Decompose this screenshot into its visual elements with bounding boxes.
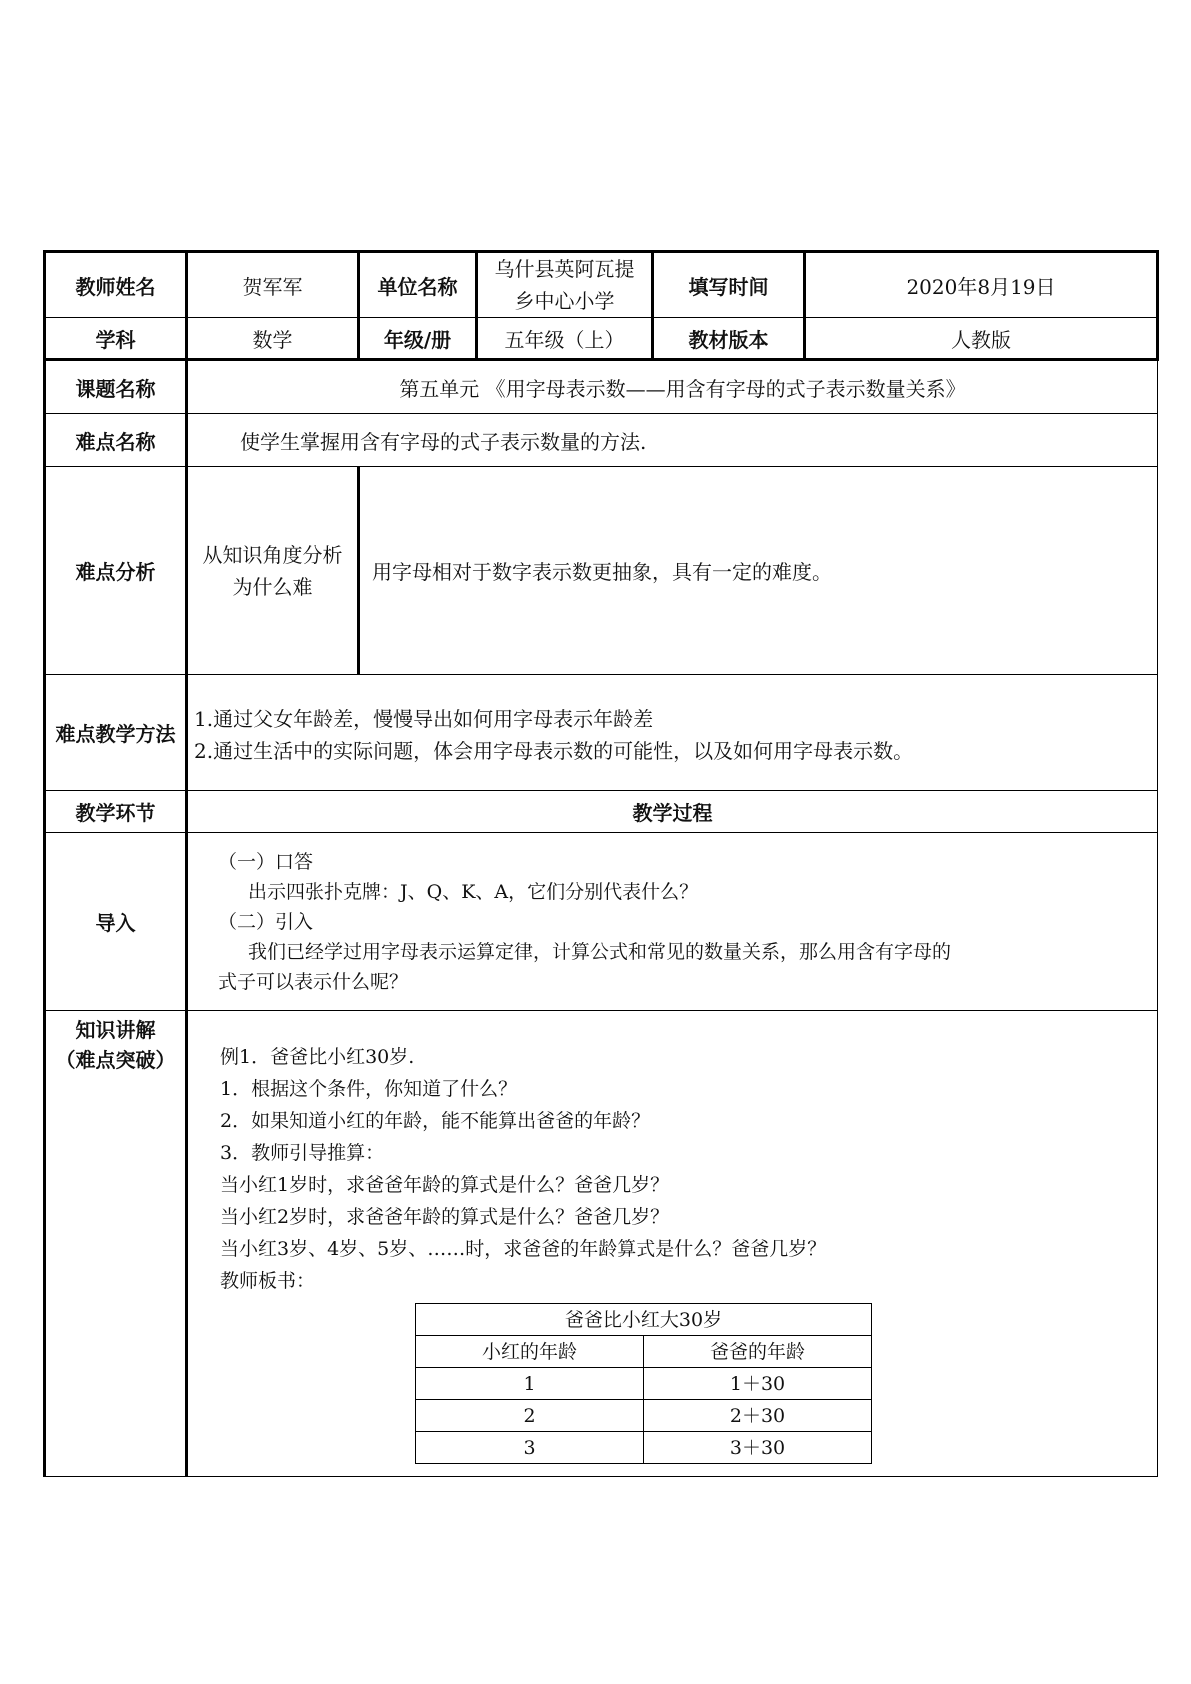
intro-line: 式子可以表示什么呢？ <box>218 971 409 993</box>
unit-name: 乌什县英阿瓦提乡中心小学 <box>477 252 653 318</box>
grade-label: 年级/册 <box>359 318 477 360</box>
board-table <box>415 1303 872 1464</box>
board-title: 爸爸比小红大30岁 <box>416 1304 872 1336</box>
fill-time-label: 填写时间 <box>653 252 805 318</box>
intro-line: （二）引入 <box>218 911 314 933</box>
intro-line: （一）口答 <box>218 851 314 873</box>
board-row <box>416 1368 872 1400</box>
board-cell: 3 <box>416 1432 644 1464</box>
subject-value: 数学 <box>187 318 359 360</box>
intro-line: 出示四张扑克牌：J、Q、K、A，它们分别代表什么？ <box>248 881 699 903</box>
knowledge-line: 1．根据这个条件，你知道了什么？ <box>220 1078 518 1100</box>
difficulty-value: 使学生掌握用含有字母的式子表示数量的方法. <box>187 414 1158 467</box>
knowledge-line: 例1．爸爸比小红30岁. <box>220 1046 415 1068</box>
method-label: 难点教学方法 <box>45 675 187 791</box>
knowledge-line: 当小红2岁时，求爸爸年龄的算式是什么？爸爸几岁？ <box>220 1206 670 1228</box>
textbook-label: 教材版本 <box>653 318 805 360</box>
knowledge-line: 2．如果知道小红的年龄，能不能算出爸爸的年龄？ <box>220 1110 651 1132</box>
method-item: 1.通过父女年龄差，慢慢导出如何用字母表示年龄差 <box>194 707 654 731</box>
board-cell: 3＋30 <box>644 1432 872 1464</box>
board-row <box>416 1432 872 1464</box>
knowledge-line: 3．教师引导推算： <box>220 1142 385 1164</box>
teacher-name: 贺军军 <box>187 252 359 318</box>
knowledge-line: 教师板书： <box>220 1270 316 1292</box>
teacher-label: 教师姓名 <box>45 252 187 318</box>
stage-header: 教学环节 <box>45 791 187 833</box>
unit-label: 单位名称 <box>359 252 477 318</box>
process-header: 教学过程 <box>187 791 1158 833</box>
board-cell: 2 <box>416 1400 644 1432</box>
knowledge-line: 当小红3岁、4岁、5岁、……时，求爸爸的年龄算式是什么？爸爸几岁？ <box>220 1238 827 1260</box>
analysis-value: 用字母相对于数字表示数更抽象，具有一定的难度。 <box>359 467 1158 675</box>
subject-label: 学科 <box>45 318 187 360</box>
analysis-sublabel: 从知识角度分析为什么难 <box>187 467 359 675</box>
difficulty-label: 难点名称 <box>45 414 187 467</box>
intro-content <box>187 833 1158 1011</box>
intro-label: 导入 <box>45 833 187 1011</box>
knowledge-label-line1: 知识讲解 <box>75 1018 156 1042</box>
knowledge-label <box>45 1011 187 1477</box>
grade-value: 五年级（上） <box>477 318 653 360</box>
topic-value: 第五单元 《用字母表示数——用含有字母的式子表示数量关系》 <box>187 360 1158 414</box>
board-col-header: 爸爸的年龄 <box>644 1336 872 1368</box>
analysis-label: 难点分析 <box>45 467 187 675</box>
intro-line: 我们已经学过用字母表示运算定律，计算公式和常见的数量关系，那么用含有字母的 <box>248 941 952 963</box>
board-cell: 2＋30 <box>644 1400 872 1432</box>
knowledge-line: 当小红1岁时，求爸爸年龄的算式是什么？爸爸几岁？ <box>220 1174 670 1196</box>
board-row <box>416 1400 872 1432</box>
board-cell: 1＋30 <box>644 1368 872 1400</box>
lesson-plan-table <box>43 250 1159 1477</box>
textbook-value: 人教版 <box>805 318 1158 360</box>
knowledge-content <box>187 1011 1158 1477</box>
knowledge-label-line2: （难点突破） <box>55 1048 176 1072</box>
method-item: 2.通过生活中的实际问题，体会用字母表示数的可能性，以及如何用字母表示数。 <box>194 739 914 763</box>
topic-label: 课题名称 <box>45 360 187 414</box>
fill-time: 2020年8月19日 <box>805 252 1158 318</box>
board-col-header: 小红的年龄 <box>416 1336 644 1368</box>
method-list <box>187 675 1158 791</box>
board-cell: 1 <box>416 1368 644 1400</box>
